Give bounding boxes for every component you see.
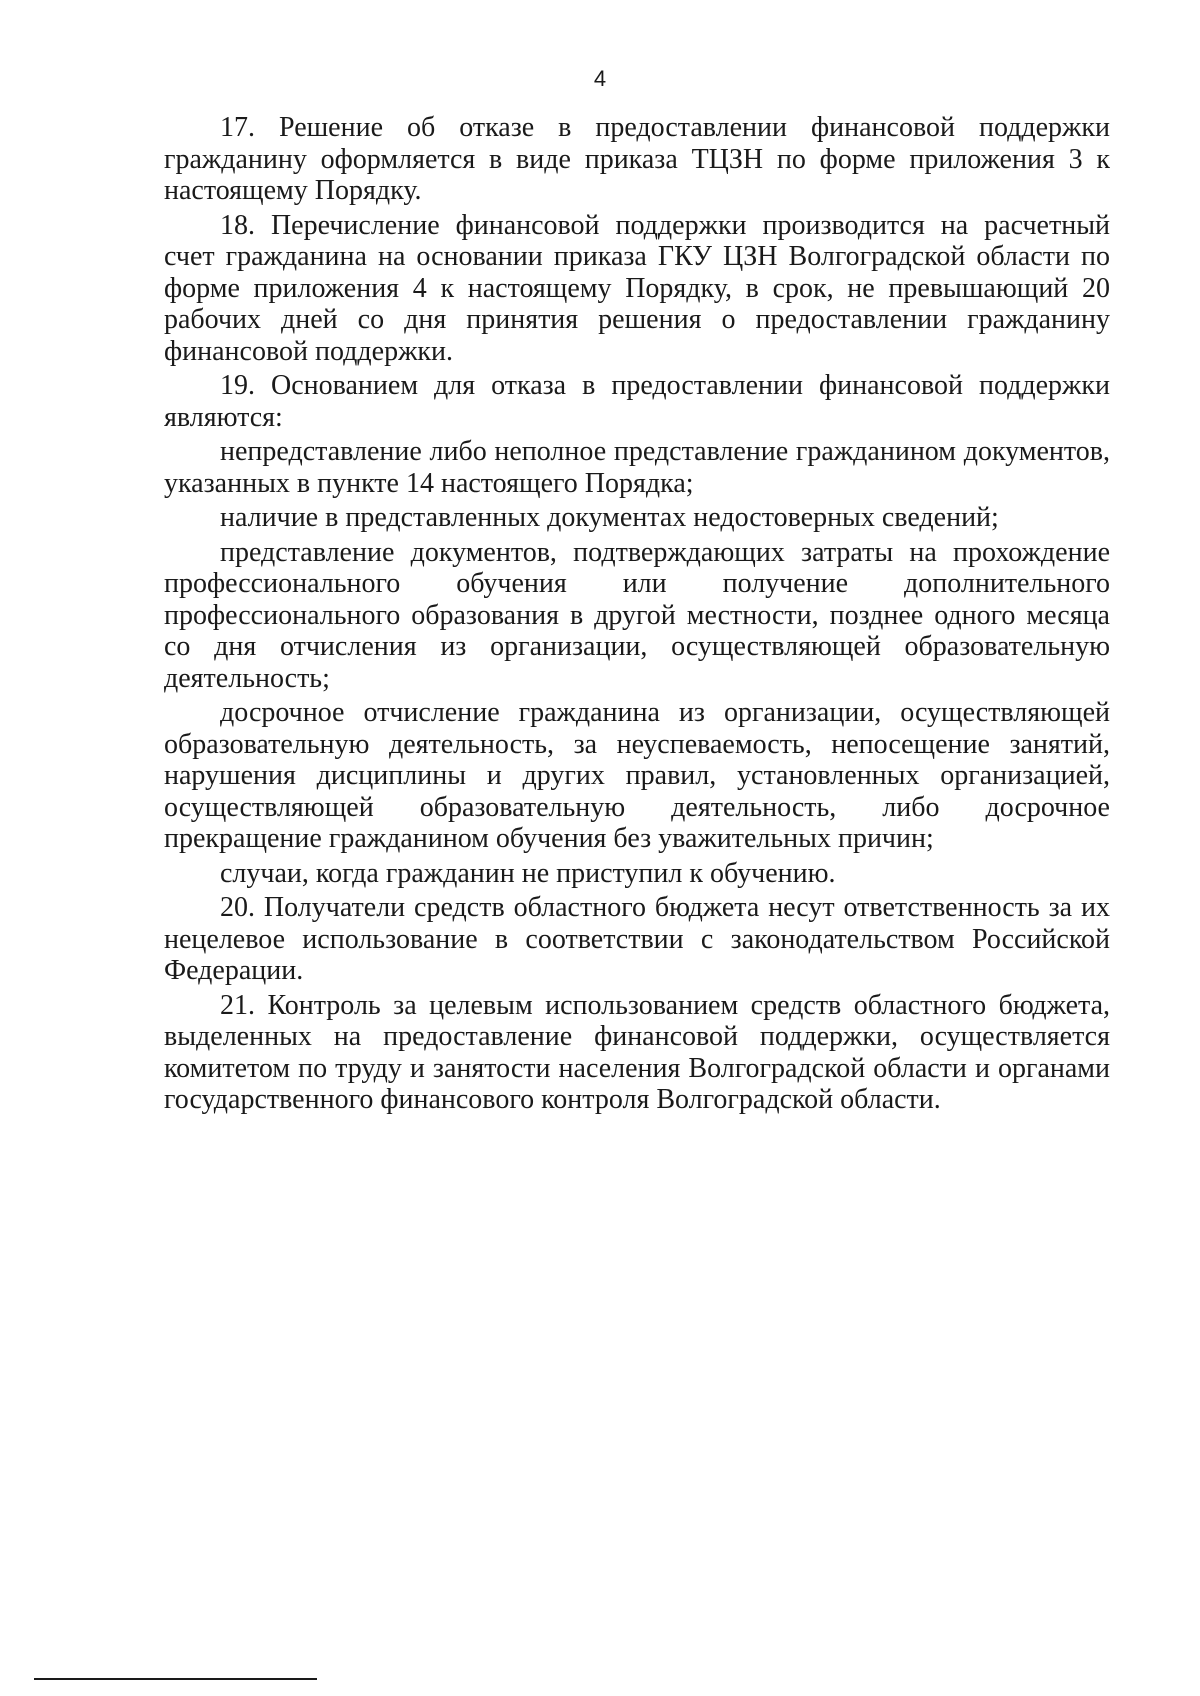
paragraph-18: 18. Перечисление финансовой поддержки производится на расчетный счет гражданина на основании приказа ГКУ ЦЗН Волгоградской области по форме приложения 4 к настоящему Порядку, в срок, не превышающий 20 рабочих дней со дня принятия решения о предоставлении гражданину финансовой поддержки. [164, 209, 1110, 367]
paragraph-19-item-3: представление документов, подтверждающих затраты на прохождение профессионального обучения или получение дополнительного профессионального образования в другой местности, позднее одного месяца со дня отчисления из организации, осуществляющей образовательную деятельность; [164, 536, 1110, 694]
paragraph-19-item-1: непредставление либо неполное представление гражданином документов, указанных в пункте 14 настоящего Порядка; [164, 436, 1110, 499]
paragraph-19: 19. Основанием для отказа в предоставлении финансовой поддержки являются: [164, 370, 1110, 433]
paragraph-21: 21. Контроль за целевым использованием средств областного бюджета, выделенных на предоставление финансовой поддержки, осуществляется комитетом по труду и занятости населения Волгоградской области и органами государственного финансового контроля Волгоградской области. [164, 989, 1110, 1115]
paragraph-20: 20. Получатели средств областного бюджета несут ответственность за их нецелевое использование в соответствии с законодательством Российской Федерации. [164, 892, 1110, 986]
paragraph-19-item-4: досрочное отчисление гражданина из организации, осуществляющей образовательную деятельность, за неуспеваемость, непосещение занятий, нарушения дисциплины и других правил, установленных организацией, осуществляющей образовательную деятельность, либо досрочное прекращение гражданином обучения без уважительных причин; [164, 697, 1110, 854]
page-number: 4 [593, 66, 607, 91]
footer-rule [34, 1678, 317, 1680]
paragraph-19-item-5: случаи, когда гражданин не приступил к обучению. [220, 857, 836, 889]
paragraph-17: 17. Решение об отказе в предоставлении финансовой поддержки гражданину оформляется в виде приказа ТЦЗН по форме приложения 3 к настоящему Порядку. [164, 112, 1110, 206]
document-body [164, 112, 1110, 1119]
paragraph-19-item-2: наличие в представленных документах недостоверных сведений; [220, 502, 999, 533]
